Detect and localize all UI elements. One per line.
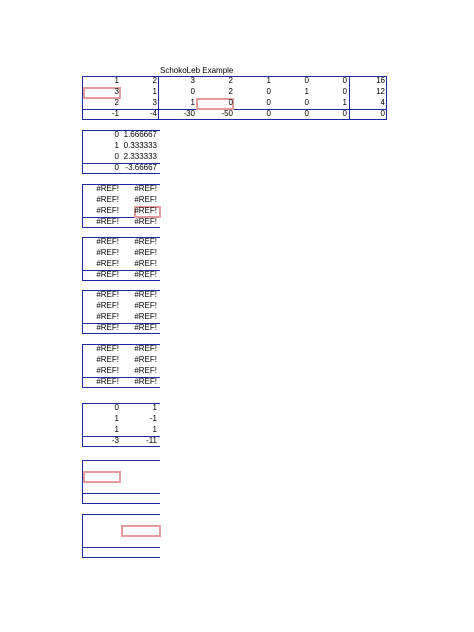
cell: 0: [228, 98, 233, 107]
cell: #REF!: [96, 344, 119, 353]
cell: 1: [152, 403, 157, 412]
cell: #REF!: [96, 237, 119, 246]
cell: #REF!: [134, 237, 157, 246]
cell: #REF!: [134, 312, 157, 321]
cell: 1: [114, 141, 119, 150]
cell: 0: [114, 130, 119, 139]
cell: #REF!: [96, 366, 119, 375]
cell: 2.333333: [123, 152, 157, 161]
cell: #REF!: [134, 301, 157, 310]
cell: #REF!: [96, 248, 119, 257]
cell: #REF!: [96, 217, 119, 226]
cell: 3: [190, 76, 195, 85]
cell: 1: [114, 425, 119, 434]
cell: -30: [183, 109, 195, 118]
cell: 12: [376, 87, 385, 96]
cell: 1: [304, 87, 309, 96]
cell: 2: [152, 76, 157, 85]
cell: 1: [342, 98, 347, 107]
cell: 0: [266, 87, 271, 96]
cell: 2: [228, 87, 233, 96]
cell: #REF!: [96, 270, 119, 279]
cell: #REF!: [96, 312, 119, 321]
cell: 0: [114, 152, 119, 161]
empty-block-2: [82, 514, 160, 558]
cell: #REF!: [134, 259, 157, 268]
simplex-tableau-1: [82, 76, 387, 120]
cell: 1: [152, 87, 157, 96]
cell: #REF!: [134, 217, 157, 226]
cell: 0: [266, 109, 271, 118]
cell: #REF!: [134, 377, 157, 386]
cell: 2: [228, 76, 233, 85]
cell: -11: [146, 436, 157, 445]
cell: 0: [304, 76, 309, 85]
cell: #REF!: [134, 355, 157, 364]
cell: 4: [380, 98, 385, 107]
cell: -1: [111, 109, 119, 118]
cell: -50: [221, 109, 233, 118]
cell: #REF!: [134, 366, 157, 375]
cell: #REF!: [134, 184, 157, 193]
cell: #REF!: [96, 377, 119, 386]
cell: #REF!: [96, 290, 119, 299]
cell: #REF!: [96, 195, 119, 204]
cell: #REF!: [96, 184, 119, 193]
cell: #REF!: [96, 301, 119, 310]
cell: #REF!: [134, 248, 157, 257]
empty-block-1: [82, 460, 160, 504]
cell: #REF!: [96, 355, 119, 364]
cell: 1: [190, 98, 195, 107]
cell: -4: [149, 109, 157, 118]
cell: -1: [149, 414, 157, 423]
cell: #REF!: [134, 195, 157, 204]
cell: 0: [380, 109, 385, 118]
cell: #REF!: [96, 259, 119, 268]
cell: 1.666667: [123, 130, 157, 139]
sheet-title: SchokoLeb Example: [160, 66, 234, 75]
cell: #REF!: [134, 290, 157, 299]
cell: 3: [152, 98, 157, 107]
cell: 0: [342, 76, 347, 85]
cell: 1: [266, 76, 271, 85]
cell: #REF!: [134, 323, 157, 332]
cell: -3: [111, 436, 119, 445]
cell: 1: [114, 414, 119, 423]
cell: 0: [304, 109, 309, 118]
cell: #REF!: [134, 270, 157, 279]
cell: 0: [114, 403, 119, 412]
cell: 3: [114, 87, 119, 96]
cell: 16: [376, 76, 385, 85]
cell: 0: [266, 98, 271, 107]
cell: #REF!: [96, 206, 119, 215]
cell: 1: [114, 76, 119, 85]
cell: 0.333333: [123, 141, 157, 150]
cell: 0: [190, 87, 195, 96]
cell: -3.66667: [125, 163, 157, 172]
cell: 0: [304, 98, 309, 107]
cell: 0: [342, 109, 347, 118]
cell: #REF!: [134, 206, 157, 215]
cell: 2: [114, 98, 119, 107]
cell: #REF!: [96, 323, 119, 332]
cell: 1: [152, 425, 157, 434]
cell: 0: [342, 87, 347, 96]
highlighted-cell: [121, 525, 161, 537]
cell: #REF!: [134, 344, 157, 353]
cell: 0: [114, 163, 119, 172]
highlighted-cell: [83, 471, 121, 483]
